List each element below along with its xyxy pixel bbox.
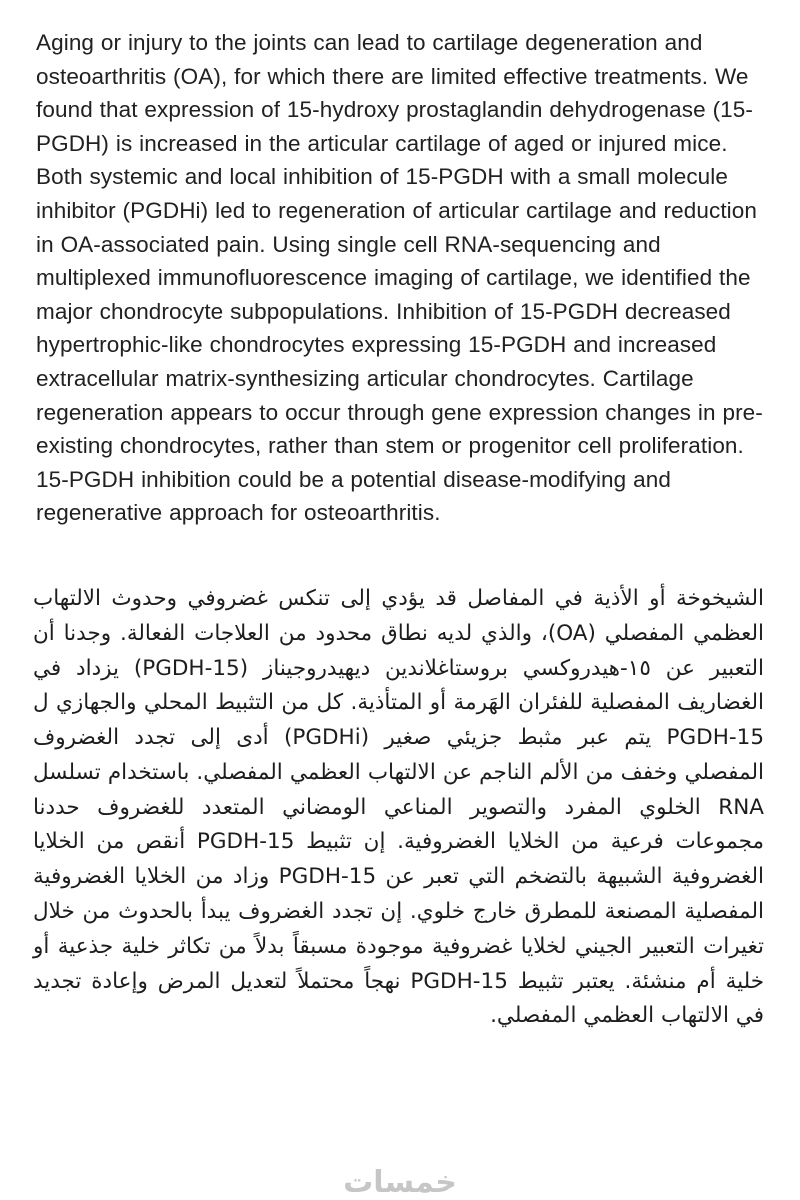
english-abstract-paragraph: Aging or injury to the joints can lead to cartilage degeneration and osteoarthritis (OA), for which there are limited effective treatments. We found that expression of 15-hydroxy prostaglandin dehydrogenase (15-PGDH) is increased in the articular cartilage of aged or injured mice. Both systemic and local inhibition of 15-PGDH with a small molecule inhibitor (PGDHi) led to regeneration of articular cartilage and reduction in OA-associated pain. Using single cell RNA-sequencing and multiplexed immunofluorescence imaging of cartilage, we identified the major chondrocyte subpopulations. Inhibition of 15-PGDH decreased hypertrophic-like chondrocytes expressing 15-PGDH and increased extracellular matrix-synthesizing articular chondrocytes. Cartilage regeneration appears to occur through gene expression changes in pre-existing chondrocytes, rather than stem or progenitor cell proliferation. 15-PGDH inhibition could be a potential disease-modifying and regenerative approach for osteoarthritis. — [36, 30, 763, 526]
document-page — [0, 26, 800, 1200]
arabic-translation-paragraph: الشيخوخة أو الأذية في المفاصل قد يؤدي إلى تنكس غضروفي وحدوث الالتهاب العظمي المفصلي (OA)، والذي لديه نطاق محدود من العلاجات الفعالة. وجدنا أن التعبير عن ١٥-هيدروكسي بروستاغلاندين ديهيدروجيناز (15-PGDH) يزداد في الغضاريف المفصلية للفئران الهَرمة أو المتأذية. كل من التثبيط المحلي والجهازي ل 15-PGDH يتم عبر مثبط جزيئي صغير (PGDHi) أدى إلى تجدد الغضروف المفصلي وخفف من الألم الناجم عن الالتهاب العظمي المفصلي. باستخدام تسلسل RNA الخلوي المفرد والتصوير المناعي الومضاني المتعدد للغضروف حددنا مجموعات فرعية من الخلايا الغضروفية. إن تثبيط 15-PGDH أنقص من الخلايا الغضروفية الشبيهة بالتضخم التي تعبر عن 15-PGDH وزاد من الخلايا الغضروفية المفصلية المصنعة للمطرق خارج خلوي. إن تجدد الغضروف يبدأ بالحدوث من خلال تغيرات التعبير الجيني لخلايا غضروفية موجودة مسبقاً بدلاً من تكاثر خلية جذعية أو خلية أم منشئة. يعتبر تثبيط 15-PGDH نهجاً محتملاً لتعديل المرض وإعادة تجديد في الالتهاب العظمي المفصلي. — [33, 585, 765, 1029]
khamsat-watermark: خمسات — [343, 1165, 457, 1200]
